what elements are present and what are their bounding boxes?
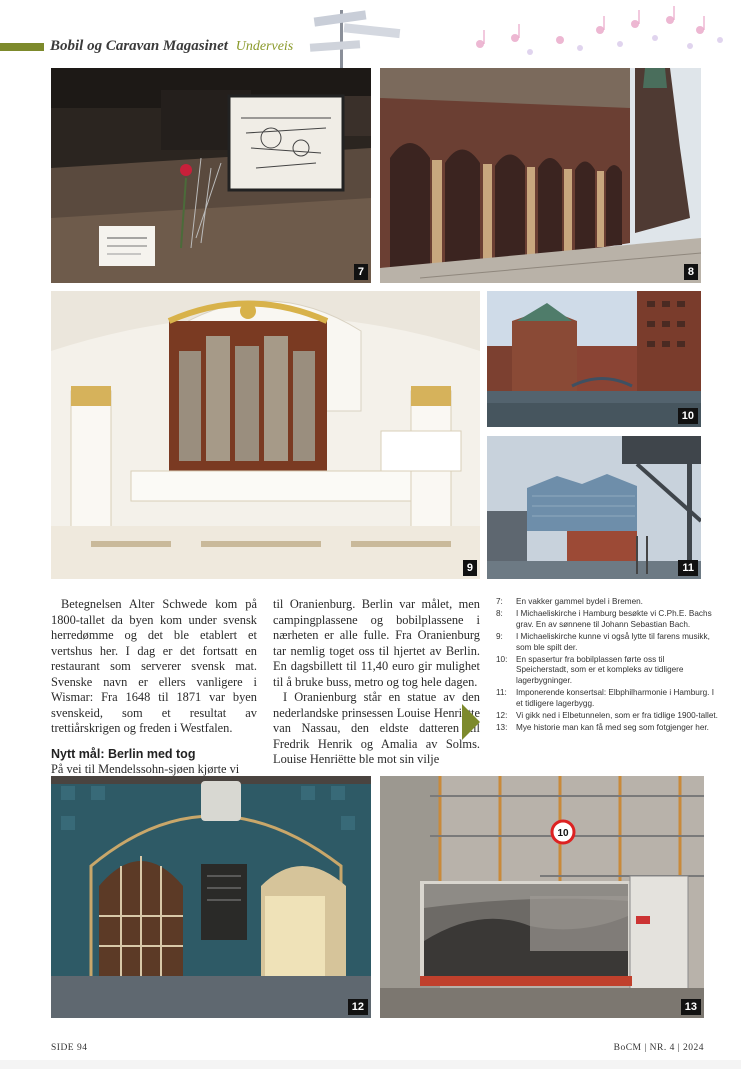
photo-number-badge: 13 [681,999,701,1015]
photo-7-bach-grave [51,68,371,283]
photo-10-speicherstadt [487,291,701,427]
photo-9-church-organ [51,291,480,579]
article-paragraph: til Oranienburg. Berlin var målet, men campingplassene og bobilplassene i nærheten er alle fulle. Fra Oranienburg tar nemlig toget oss til hjertet av Berlin. En dagsbillett til 11,40 euro gir mulighet til å bruke buss, metro og tog hele dagen. [273,597,480,689]
photo-number-badge: 8 [684,264,698,280]
caption-item: 8: I Michaeliskirche i Hamburg besøkte vi C.Ph.E. Bachs grav. En av sønnene til Johann Sebastian Bach. [496,609,712,629]
article-column-2 [273,597,480,768]
page-number: SIDE 94 [51,1043,88,1053]
photo-number-badge: 11 [678,560,698,576]
photo-number-badge: 9 [463,560,477,576]
magazine-title: Bobil og Caravan Magasinet [50,38,228,54]
photo-8-bremen-arcade [380,68,701,283]
article-paragraph: På vei til Mendelssohn-sjøen kjørte vi [51,762,240,776]
footer-strip [0,1060,741,1069]
continue-arrow-icon [462,704,480,740]
issue-info: BoCM | NR. 4 | 2024 [613,1043,704,1053]
article-column-1 [51,597,257,778]
caption-item: 11: Imponerende konsertsal: Elbphilharmonie i Hamburg. I et tidligere lagerbygg. [496,688,714,708]
magazine-header [50,38,293,55]
photo-12-elbe-tunnel [51,776,371,1018]
header-decoration [300,0,741,68]
article-paragraph: Betegnelsen Alter Schwede kom på 1800-tallet da byen kom under svensk herredømme og det ble etablert et vertshus her. I dag er det fortsatt en restaurant som serverer svensk mat. Svenske navn er ellers vanligere i Wismar: Fra 1648 til 1871 var byen svenskeid, som et resultat av trettiårskrigen og freden i Westfalen. [51,597,257,735]
photo-number-badge: 10 [678,408,698,424]
photo-13-construction-hoarding [380,776,704,1018]
caption-item: 12: Vi gikk ned i Elbetunnelen, som er fra tidlige 1900-tallet. [496,711,718,721]
speed-limit-text: 10 [557,828,569,839]
photo-captions [496,597,718,736]
photo-11-elbphilharmonie [487,436,701,579]
article-subheading: Nytt mål: Berlin med tog [51,746,196,761]
caption-item: 7: En vakker gammel bydel i Bremen. [496,597,643,606]
caption-item: 10: En spasertur fra bobilplassen førte oss til Speicherstadt, som er et kompleks av tidligere lagerbygninger. [496,655,684,685]
caption-item: 13: Mye historie man kan få med seg som fotgjenger her. [496,723,709,733]
caption-item: 9: I Michaeliskirche kunne vi også lytte til farens musikk, som ble spilt der. [496,632,710,652]
photo-number-badge: 12 [348,999,368,1015]
photo-number-badge: 7 [354,264,368,280]
article-paragraph: I Oranienburg står en statue av den nederlandske prinsessen Louise Henriëtte van Nassau, den eldste datteren til Fredrik Henrik og Amalia av Solms. Louise Henriëtte ble mot sin vilje [273,690,480,766]
section-title: Underveis [235,39,294,54]
header-accent-bar [0,43,44,51]
